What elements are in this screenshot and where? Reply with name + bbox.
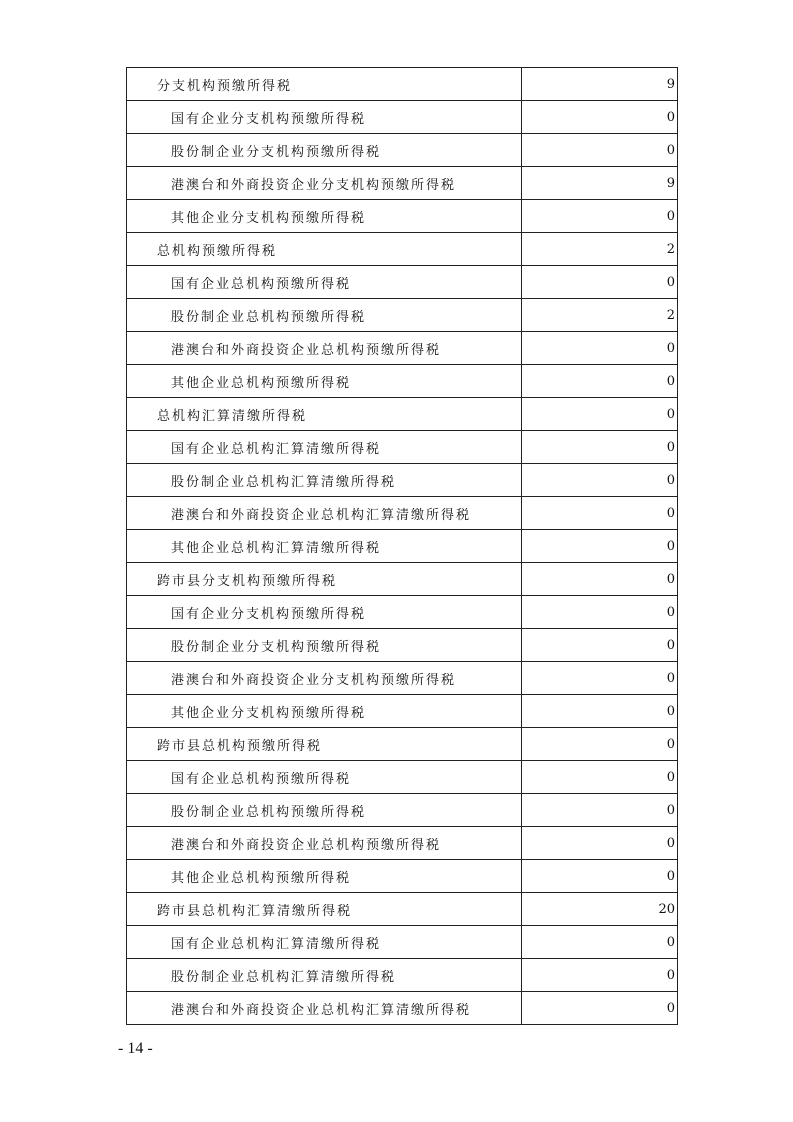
table-row — [127, 926, 678, 959]
row-value: 0 — [522, 497, 678, 530]
table-row — [127, 728, 678, 761]
row-label: 股份制企业总机构预缴所得税 — [127, 299, 522, 332]
table-row — [127, 200, 678, 233]
row-label: 国有企业总机构汇算清缴所得税 — [127, 926, 522, 959]
row-label: 港澳台和外商投资企业总机构预缴所得税 — [127, 827, 522, 860]
table-row — [127, 233, 678, 266]
tax-table — [126, 67, 678, 1025]
table-row — [127, 464, 678, 497]
row-label: 港澳台和外商投资企业总机构汇算清缴所得税 — [127, 497, 522, 530]
row-label: 其他企业总机构预缴所得税 — [127, 365, 522, 398]
row-label: 国有企业分支机构预缴所得税 — [127, 101, 522, 134]
row-label: 总机构预缴所得税 — [127, 233, 522, 266]
row-value: 0 — [522, 431, 678, 464]
row-value: 20 — [522, 893, 678, 926]
row-label: 股份制企业总机构预缴所得税 — [127, 794, 522, 827]
row-label: 跨市县总机构汇算清缴所得税 — [127, 893, 522, 926]
row-value: 0 — [522, 134, 678, 167]
row-value: 0 — [522, 332, 678, 365]
row-value: 0 — [522, 827, 678, 860]
row-value: 0 — [522, 629, 678, 662]
table-row — [127, 68, 678, 101]
table-row — [127, 167, 678, 200]
table-row — [127, 860, 678, 893]
row-label: 其他企业总机构汇算清缴所得税 — [127, 530, 522, 563]
row-value: 0 — [522, 761, 678, 794]
table-row — [127, 365, 678, 398]
row-value: 0 — [522, 662, 678, 695]
row-label: 分支机构预缴所得税 — [127, 68, 522, 101]
table-row — [127, 563, 678, 596]
row-label: 港澳台和外商投资企业分支机构预缴所得税 — [127, 167, 522, 200]
row-label: 港澳台和外商投资企业总机构预缴所得税 — [127, 332, 522, 365]
table-row — [127, 893, 678, 926]
table-row — [127, 266, 678, 299]
table-row — [127, 992, 678, 1025]
row-label: 总机构汇算清缴所得税 — [127, 398, 522, 431]
row-label: 国有企业总机构预缴所得税 — [127, 761, 522, 794]
row-value: 0 — [522, 266, 678, 299]
table-row — [127, 596, 678, 629]
row-value: 0 — [522, 398, 678, 431]
row-value: 9 — [522, 167, 678, 200]
page-number: - 14 - — [118, 1040, 153, 1057]
table-row — [127, 299, 678, 332]
table-row — [127, 695, 678, 728]
table-row — [127, 827, 678, 860]
row-label: 国有企业总机构预缴所得税 — [127, 266, 522, 299]
row-value: 0 — [522, 101, 678, 134]
table-row — [127, 761, 678, 794]
table-row — [127, 398, 678, 431]
row-value: 0 — [522, 200, 678, 233]
row-value: 2 — [522, 299, 678, 332]
row-label: 股份制企业分支机构预缴所得税 — [127, 629, 522, 662]
row-label: 港澳台和外商投资企业分支机构预缴所得税 — [127, 662, 522, 695]
row-label: 跨市县总机构预缴所得税 — [127, 728, 522, 761]
row-label: 跨市县分支机构预缴所得税 — [127, 563, 522, 596]
table-row — [127, 431, 678, 464]
row-value: 0 — [522, 926, 678, 959]
row-label: 港澳台和外商投资企业总机构汇算清缴所得税 — [127, 992, 522, 1025]
table-row — [127, 530, 678, 563]
row-label: 股份制企业总机构汇算清缴所得税 — [127, 959, 522, 992]
table-row — [127, 794, 678, 827]
table-row — [127, 134, 678, 167]
row-value: 0 — [522, 464, 678, 497]
row-value: 0 — [522, 530, 678, 563]
row-label: 其他企业总机构预缴所得税 — [127, 860, 522, 893]
table-row — [127, 629, 678, 662]
row-label: 股份制企业分支机构预缴所得税 — [127, 134, 522, 167]
row-value: 0 — [522, 959, 678, 992]
row-value: 0 — [522, 563, 678, 596]
row-value: 2 — [522, 233, 678, 266]
row-value: 9 — [522, 68, 678, 101]
table-row — [127, 332, 678, 365]
row-value: 0 — [522, 860, 678, 893]
row-label: 国有企业分支机构预缴所得税 — [127, 596, 522, 629]
row-value: 0 — [522, 992, 678, 1025]
row-value: 0 — [522, 695, 678, 728]
table-row — [127, 662, 678, 695]
row-label: 国有企业总机构汇算清缴所得税 — [127, 431, 522, 464]
row-label: 其他企业分支机构预缴所得税 — [127, 695, 522, 728]
row-value: 0 — [522, 365, 678, 398]
row-label: 股份制企业总机构汇算清缴所得税 — [127, 464, 522, 497]
table-row — [127, 101, 678, 134]
tax-table-body — [127, 68, 678, 1025]
row-value: 0 — [522, 596, 678, 629]
row-label: 其他企业分支机构预缴所得税 — [127, 200, 522, 233]
row-value: 0 — [522, 728, 678, 761]
table-row — [127, 959, 678, 992]
row-value: 0 — [522, 794, 678, 827]
table-row — [127, 497, 678, 530]
